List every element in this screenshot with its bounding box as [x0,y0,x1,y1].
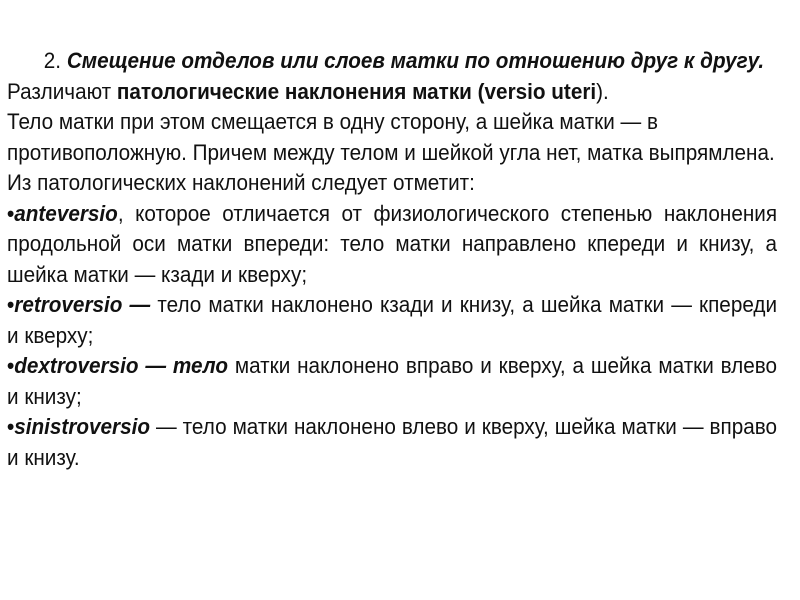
description-paragraph: Тело матки при этом смещается в одну сторону, а шейка матки — в противоположную. Причем между телом и шейкой угла нет, матка выпрямлена. [7,109,775,165]
section-heading [7,46,777,77]
list-item-sinistroversio [7,412,777,473]
intro-prefix: Различают [7,78,117,104]
list-intro: Из патологических наклонений следует отметит: [7,170,475,195]
list-item-term: anteversio [14,200,118,226]
list-item-anteversio [7,199,777,291]
bullet-marker: • [7,353,15,378]
slide-content [7,46,777,473]
heading-number: 2. [43,48,62,73]
list-item-term: sinistroversio [14,414,151,439]
intro-suffix: ). [596,78,609,104]
heading-title: Смещение отделов или слоев матки по отношению друг к другу. [66,48,765,73]
list-item-text: матки наклонено вправо и кверху, а шейка матки влево и книзу; [7,353,778,409]
list-item-dextroversio [7,351,777,412]
list-item-retroversio [7,290,777,351]
list-item-term: retroversio — [14,292,151,317]
bullet-marker: • [7,414,15,439]
list-item-text: — тело матки наклонено влево и кверху, шейка матки — вправо и книзу. [7,414,778,470]
intro-term: патологические наклонения матки (versio uteri [116,78,597,104]
list-item-text: тело матки наклонено кзади и книзу, а шейка матки — кпереди и кверху; [7,292,778,348]
intro-paragraph [7,77,777,108]
list-item-text: , которое отличается от физиологического степенью наклонения продольной оси матки впереди: тело матки направлено кпереди и книзу, а шейка матки — кзади и кверху; [7,200,778,287]
list-item-term: dextroversio — тело [14,353,229,378]
bullet-marker: • [7,292,15,317]
bullet-marker: • [7,200,15,226]
